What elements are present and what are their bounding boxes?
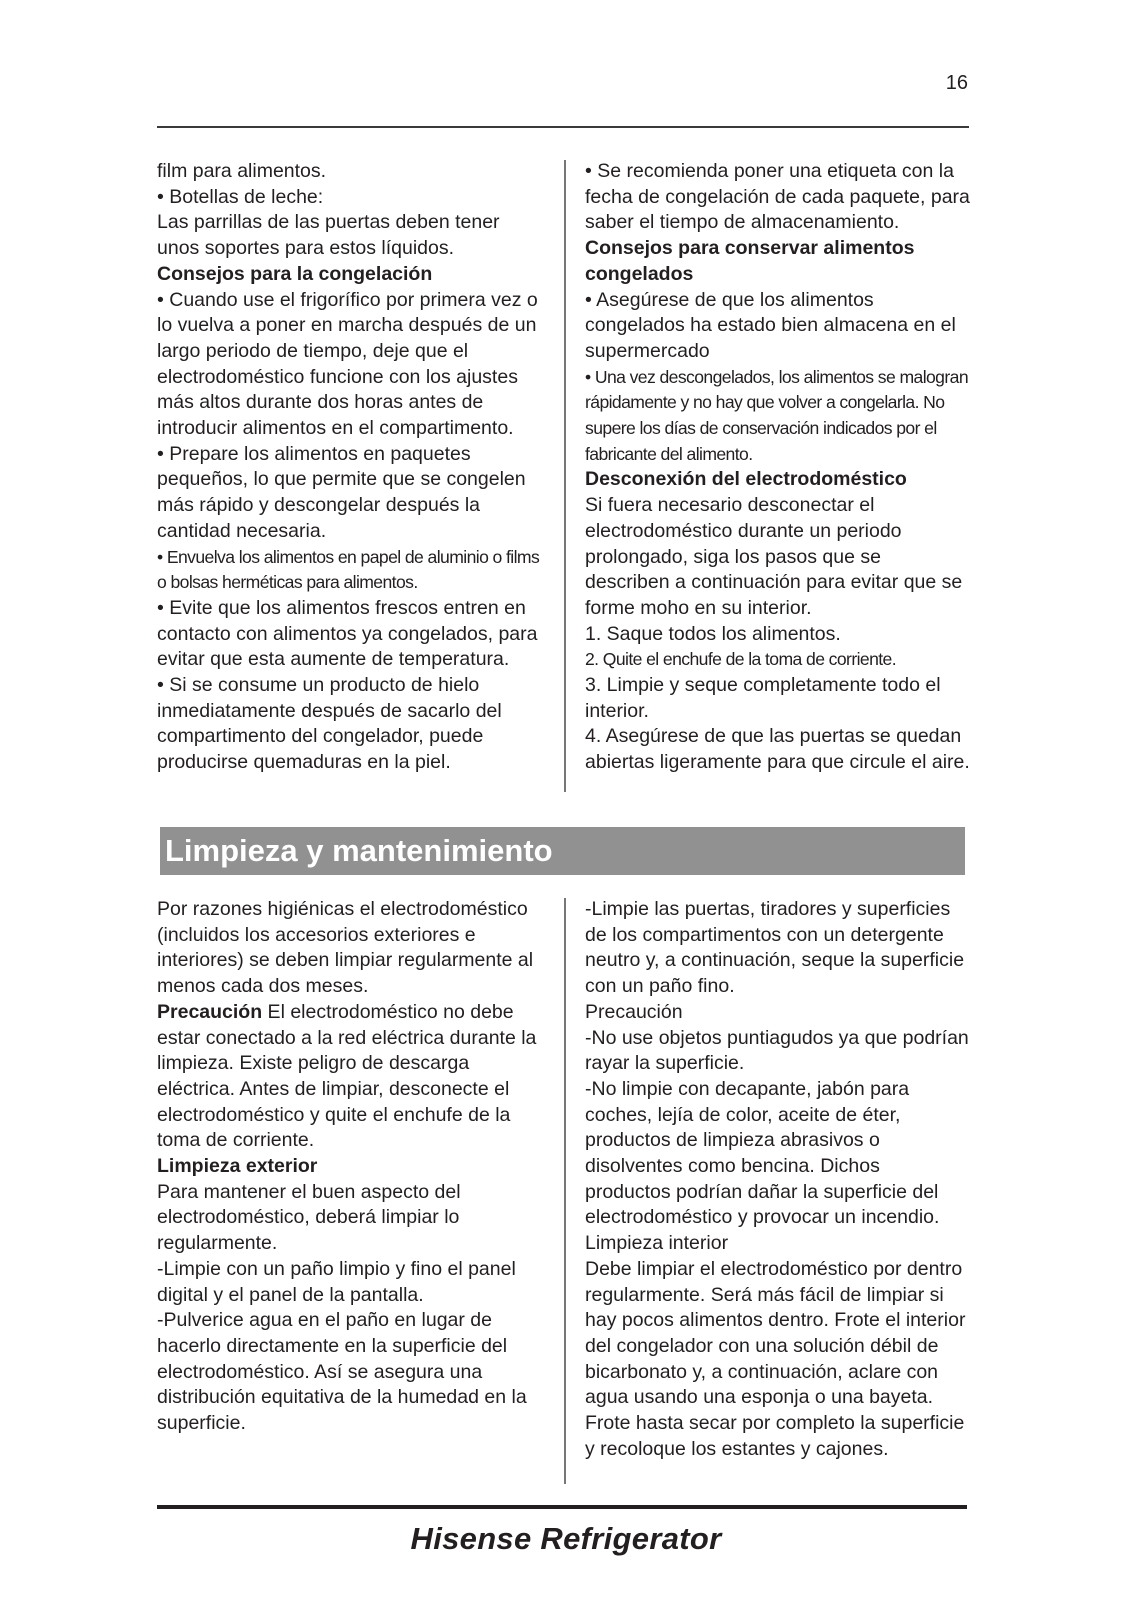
brand-footer: Hisense Refrigerator — [410, 1521, 722, 1556]
paragraph: • Prepare los alimentos en paquetes pequeños, lo que permite que se congelen más rápido y descongelar después la cantidad necesaria. — [157, 442, 526, 542]
paragraph: 1. Saque todos los alimentos. — [585, 622, 841, 645]
footer-rule — [157, 1505, 967, 1509]
paragraph: Por razones higiénicas el electrodoméstico (incluidos los accesorios exteriores e interiores) se deben limpiar regularmente al menos cada dos meses. — [157, 898, 534, 998]
paragraph: Las parrillas de las puertas deben tener unos soportes para estos líquidos. — [157, 211, 500, 260]
paragraph: • Cuando use el frigorífico por primera vez o lo vuelva a poner en marcha después de un largo periodo de tiempo, deje que el electrodoméstico funcione con los ajustes más altos durante dos horas antes de introducir alimentos en el compartimento. — [157, 288, 538, 440]
paragraph: film para alimentos. — [157, 160, 327, 182]
section-band — [160, 827, 965, 875]
paragraph: 4. Asegúrese de que las puertas se quedan abiertas ligeramente para que circule el aire. — [585, 725, 970, 774]
paragraph: Consejos para conservar alimentos congelados — [585, 237, 915, 285]
paragraph: -No use objetos puntiagudos ya que podrían rayar la superficie. — [585, 1026, 969, 1075]
paragraph: • Botellas de leche: — [157, 185, 324, 208]
top-right-column — [585, 159, 970, 776]
paragraph: • Asegúrese de que los alimentos congelados ha estado bien almacena en el supermercado — [585, 288, 956, 362]
top-left-column — [157, 159, 542, 776]
section-title: Limpieza y mantenimiento — [165, 833, 553, 868]
header-rule — [157, 126, 969, 128]
paragraph: • Se recomienda poner una etiqueta con la fecha de congelación de cada paquete, para saber el tiempo de almacenamiento. — [585, 160, 970, 234]
paragraph: Limpieza interior — [585, 1232, 729, 1255]
paragraph-text: El electrodoméstico no debe estar conectado a la red eléctrica durante la limpieza. Existe peligro de descarga eléctrica. Antes de limpiar, desconecte el electrodoméstico y quite el enchufe de la toma de corriente. — [157, 1000, 537, 1152]
paragraph: -Limpie con un paño limpio y fino el panel digital y el panel de la pantalla. — [157, 1257, 516, 1306]
inline-bold-label: Precaución — [157, 1000, 263, 1023]
paragraph: 3. Limpie y seque completamente todo el interior. — [585, 674, 941, 722]
paragraph: • Una vez descongelados, los alimentos se malogran rápidamente y no hay que volver a congelarla. No supere los días de conservación indicados por el fabricante del alimento. — [585, 366, 968, 464]
paragraph: Limpieza exterior — [157, 1155, 318, 1178]
bottom-right-column — [585, 897, 970, 1462]
paragraph: • Envuelva los alimentos en papel de aluminio o films o bolsas herméticas para alimentos. — [157, 546, 540, 593]
column-divider-top — [564, 160, 566, 792]
page-number: 16 — [945, 72, 968, 94]
paragraph: • Evite que los alimentos frescos entren en contacto con alimentos ya congelados, para evitar que esta aumente de temperatura. — [157, 596, 538, 671]
paragraph: Si fuera necesario desconectar el electrodoméstico durante un periodo prolongado, siga los pasos que se describen a continuación para evitar que se forme moho en su interior. — [585, 494, 963, 619]
paragraph: -Limpie las puertas, tiradores y superficies de los compartimentos con un detergente neutro y, a continuación, seque la superficie con un paño fino. — [585, 898, 965, 998]
bottom-left-column — [157, 897, 542, 1437]
paragraph: Debe limpiar el electrodoméstico por dentro regularmente. Será más fácil de limpiar si hay pocos alimentos dentro. Frote el interior del congelador con una solución débil de bicarbonato y, a continuación, aclare con agua usando una esponja o una bayeta. Frote hasta secar por completo la superficie y recoloque los estantes y cajones. — [585, 1257, 966, 1460]
paragraph — [157, 1000, 542, 1154]
paragraph: -Pulverice agua en el paño en lugar de hacerlo directamente en la superficie del electrodoméstico. Así se asegura una distribución equitativa de la humedad en la superficie. — [157, 1309, 527, 1435]
paragraph: -No limpie con decapante, jabón para coches, lejía de color, aceite de éter, productos de limpieza abrasivos o disolventes como bencina. Dichos productos podrían dañar la superficie del electrodoméstico y provocar un incendio. — [585, 1077, 940, 1229]
column-divider-bottom — [564, 898, 566, 1484]
paragraph: Precaución — [585, 1000, 683, 1023]
paragraph: Para mantener el buen aspecto del electrodoméstico, deberá limpiar lo regularmente. — [157, 1180, 461, 1255]
paragraph: Desconexión del electrodoméstico — [585, 468, 907, 491]
paragraph: 2. Quite el enchufe de la toma de corriente. — [585, 649, 897, 670]
paragraph: Consejos para la congelación — [157, 262, 433, 285]
paragraph: • Si se consume un producto de hielo inmediatamente después de sacarlo del compartimento del congelador, puede producirse quemaduras en la piel. — [157, 674, 502, 774]
